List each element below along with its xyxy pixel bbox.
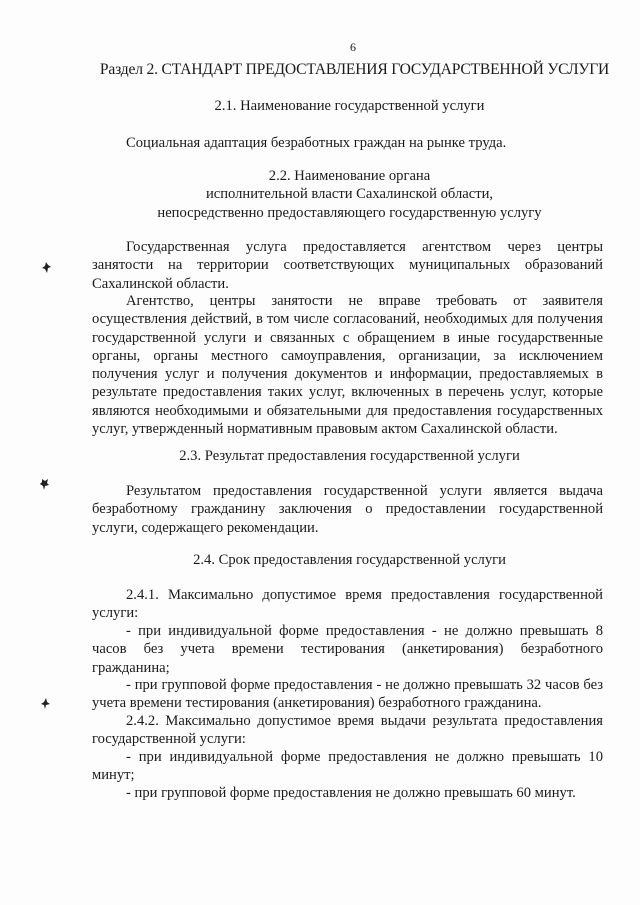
heading-2-3: 2.3. Результат предоставления государственной услуги <box>179 448 520 464</box>
scan-blot-icon <box>42 262 51 273</box>
item-2-4-2-group: - при групповой форме предоставления не должно превышать 60 минут. <box>126 785 576 801</box>
item-2-4-2-individual: - при индивидуальной форме предоставления не должно превышать 10 минут; <box>92 749 603 784</box>
page-number: 6 <box>350 40 356 54</box>
item-2-4-2: 2.4.2. Максимально допустимое время выдачи результата предоставления государственной услуги: <box>92 713 603 748</box>
heading-2-2-line: 2.2. Наименование органа <box>268 168 431 184</box>
paragraph-2-2-2: Агентство, центры занятости не вправе требовать от заявителя осуществления действий, в том числе согласований, необходимых для получения государственной услуги и связанных с обращением в иные государственные органы, органы местного самоуправления, организации, за исключением получения услуг и получения документов и информации, предоставляемых в результате предоставления таких услуг, включенных в перечень услуг, которые являются необходимыми и обязательными для предоставления государственных услуг, утвержденный нормативным правовым актом Сахалинской области. <box>92 293 603 438</box>
item-2-4-1-individual: - при индивидуальной форме предоставления - не должно превышать 8 часов без учета времени тестирования (анкетирования) безработного гражданина; <box>92 623 603 676</box>
scan-blot-icon <box>41 698 50 709</box>
heading-2-2-line: исполнительной власти Сахалинской области, <box>205 186 494 203</box>
section-title: Раздел 2. СТАНДАРТ ПРЕДОСТАВЛЕНИЯ ГОСУДАРСТВЕННОЙ УСЛУГИ <box>99 61 610 78</box>
scan-blot-icon <box>40 479 49 490</box>
text-2-1: Социальная адаптация безработных граждан на рынке труда. <box>126 135 507 151</box>
item-2-4-1: 2.4.1. Максимально допустимое время предоставления государственной услуги: <box>92 587 603 622</box>
item-2-4-1-group: - при групповой форме предоставления - не должно превышать 32 часов без учета времени тестирования (анкетирования) безработного гражданина. <box>92 677 603 712</box>
heading-2-2 <box>92 167 607 222</box>
paragraph-2-2-1: Государственная услуга предоставляется агентством через центры занятости на территории соответствующих муниципальных образований Сахалинской области. <box>92 239 603 292</box>
heading-2-1: 2.1. Наименование государственной услуги <box>214 98 485 114</box>
heading-2-4: 2.4. Срок предоставления государственной услуги <box>193 552 506 568</box>
heading-2-2-line: непосредственно предоставляющего государственную услугу <box>157 204 542 221</box>
paragraph-2-3: Результатом предоставления государственной услуги является выдача безработному гражданину заключения о предоставлении государственной услуги, содержащего рекомендации. <box>92 483 603 536</box>
